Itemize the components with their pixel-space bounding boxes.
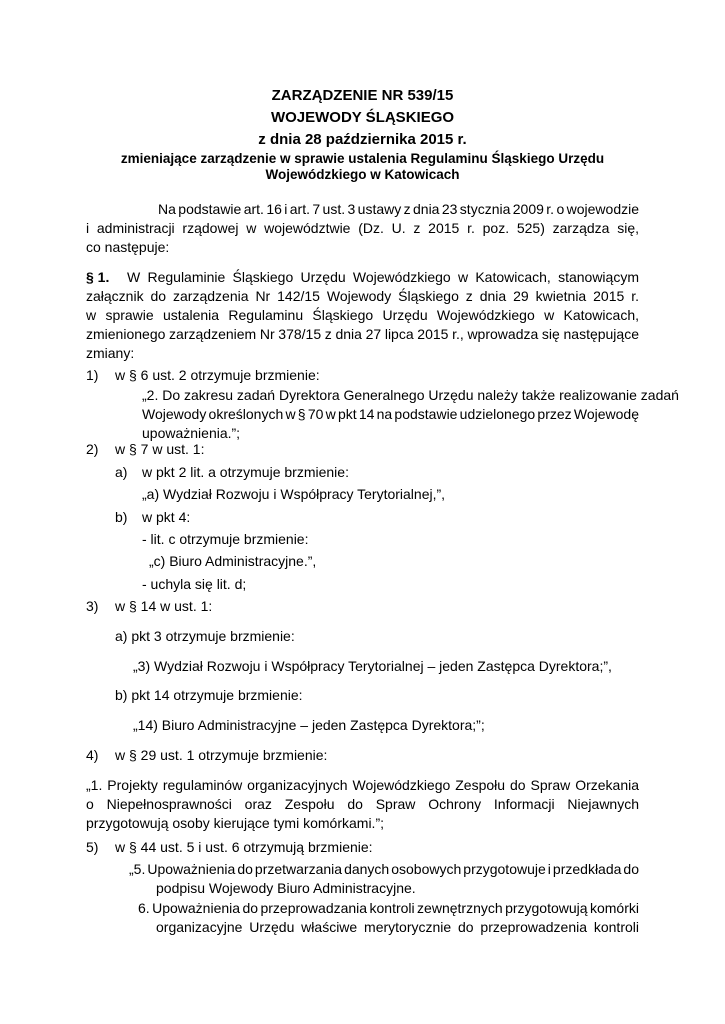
item2b-text: w pkt 4: bbox=[142, 509, 191, 525]
item4-number: 4) bbox=[86, 747, 99, 763]
paragraph1-line4: zmienionego zarządzeniem Nr 378/15 z dnia 27 lipca 2015 r., wprowadza się następujące bbox=[86, 326, 639, 342]
item2-number: 2) bbox=[86, 441, 99, 457]
item1-quote-line2: Wojewody określonych w § 70 w pkt 14 na podstawie udzielonego przez Wojewodę bbox=[142, 406, 639, 422]
item3b-text: b) pkt 14 otrzymuje brzmienie: bbox=[115, 687, 303, 703]
item1-quote-line1: „2. Do zakresu zadań Dyrektora Generalnego Urzędu należy także realizowanie zadań bbox=[142, 387, 679, 403]
intro-line2: i administracji rządowej w województwie (Dz. U. z 2015 r. poz. 525) zarządza się, bbox=[86, 220, 639, 236]
item3-number: 3) bbox=[86, 598, 99, 614]
paragraph1-line3: w sprawie ustalenia Regulaminu Śląskiego Urzędu Wojewódzkiego w Katowicach, bbox=[86, 307, 639, 323]
item4-quote-line2: o Niepełnosprawności oraz Zespołu do Spraw Ochrony Informacji Niejawnych bbox=[86, 796, 639, 812]
item2b-number: b) bbox=[115, 509, 128, 525]
item1-quote-line3: upoważnienia.”; bbox=[142, 425, 241, 441]
item3a-quote: „3) Wydział Rozwoju i Współpracy Terytorialnej – jeden Zastępca Dyrektora;”, bbox=[133, 658, 612, 674]
item2a-quote: „a) Wydział Rozwoju i Współpracy Terytorialnej,”, bbox=[142, 486, 446, 502]
item3a-text: a) pkt 3 otrzymuje brzmienie: bbox=[115, 628, 295, 644]
item4-text: w § 29 ust. 1 otrzymuje brzmienie: bbox=[115, 747, 328, 763]
item3b-quote: „14) Biuro Administracyjne – jeden Zastępca Dyrektora;”; bbox=[133, 717, 485, 733]
item2b-lit-d: - uchyla się lit. d; bbox=[142, 576, 247, 592]
item5-number: 5) bbox=[86, 839, 99, 855]
item4-quote-line1: „1. Projekty regulaminów organizacyjnych Wojewódzkiego Zespołu do Spraw Orzekania bbox=[86, 777, 639, 793]
item2b-lit-c-quote: „c) Biuro Administracyjne.”, bbox=[149, 553, 317, 569]
intro-line1: Na podstawie art. 16 i art. 7 ust. 3 ustawy z dnia 23 stycznia 2009 r. o wojewodzie bbox=[158, 201, 639, 217]
document-subtitle-line1: zmieniające zarządzenie w sprawie ustalenia Regulaminu Śląskiego Urzędu bbox=[120, 151, 605, 166]
item5-quote6-line1: 6. Upoważnienia do przeprowadzania kontroli zewnętrznych przygotowują komórki bbox=[138, 900, 639, 916]
paragraph-sign: § 1. bbox=[86, 269, 110, 285]
item4-quote-line3: przygotowują osoby kierujące tymi komórkami.”; bbox=[86, 815, 384, 831]
item2-text: w § 7 w ust. 1: bbox=[115, 441, 205, 457]
document-title-line3: z dnia 28 października 2015 r. bbox=[258, 131, 467, 148]
item2a-text: w pkt 2 lit. a otrzymuje brzmienie: bbox=[142, 464, 349, 480]
item5-quote5-line1: „5. Upoważnienia do przetwarzania danych osobowych przygotowuje i przedkłada do bbox=[129, 861, 640, 877]
item2b-lit-c: - lit. c otrzymuje brzmienie: bbox=[142, 531, 309, 547]
item2a-number: a) bbox=[115, 464, 128, 480]
item1-number: 1) bbox=[86, 367, 99, 383]
intro-line3: co następuje: bbox=[86, 239, 170, 255]
paragraph1-line1: W Regulaminie Śląskiego Urzędu Wojewódzkiego w Katowicach, stanowiącym bbox=[127, 269, 639, 285]
paragraph1-line2: załącznik do zarządzenia Nr 142/15 Wojewody Śląskiego z dnia 29 kwietnia 2015 r. bbox=[86, 288, 639, 304]
item5-text: w § 44 ust. 5 i ust. 6 otrzymują brzmienie: bbox=[115, 839, 373, 855]
document-title-line2: WOJEWODY ŚLĄSKIEGO bbox=[270, 109, 455, 126]
item5-quote6-line2: organizacyjne Urzędu właściwe merytorycznie do przeprowadzenia kontroli bbox=[156, 919, 639, 935]
document-subtitle-line2: Wojewódzkiego w Katowicach bbox=[265, 167, 460, 182]
item3-text: w § 14 w ust. 1: bbox=[115, 598, 213, 614]
paragraph1-line5: zmiany: bbox=[86, 345, 135, 361]
item5-quote5-line2: podpisu Wojewody Biuro Administracyjne. bbox=[156, 880, 416, 896]
document-title-line1: ZARZĄDZENIE NR 539/15 bbox=[271, 87, 454, 104]
item1-text: w § 6 ust. 2 otrzymuje brzmienie: bbox=[115, 367, 320, 383]
